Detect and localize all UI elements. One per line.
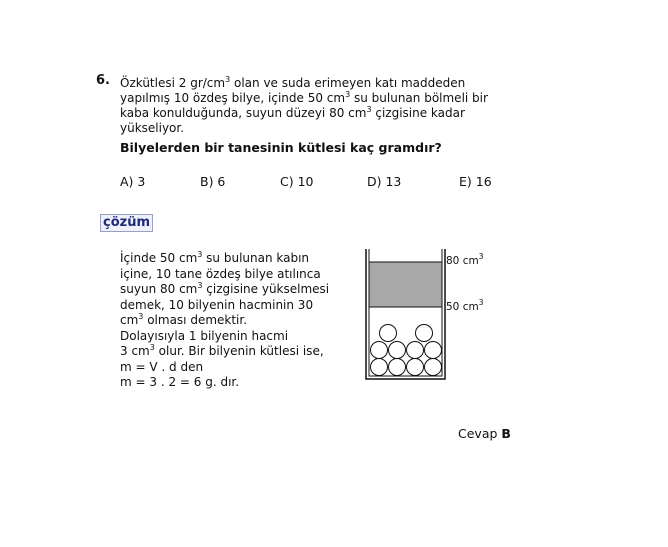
question-line: yükseliyor. xyxy=(120,121,185,135)
solution-line: İçinde 50 $cm^3$ su bulunan kabın xyxy=(120,250,310,265)
solution-header: çözüm xyxy=(100,214,153,232)
water-level-region xyxy=(369,262,442,307)
solution-line: $cm^3$ olması demektir. xyxy=(120,312,248,327)
marble xyxy=(380,325,397,342)
question-line: Özkütlesi 2 $gr/cm^3$ olan ve suda erimeyen katı maddeden xyxy=(120,75,466,90)
option-c: C) 10 xyxy=(280,174,314,189)
question-line: kaba konulduğunda, suyun düzeyi 80 $cm^3$ çizgisine kadar xyxy=(120,105,465,120)
marble xyxy=(407,359,424,376)
solution-text xyxy=(120,251,350,391)
solution-line: Dolayısıyla 1 bilyenin hacmi xyxy=(120,328,289,343)
marble xyxy=(371,342,388,359)
marbles-group xyxy=(371,325,442,376)
option-b: B) 6 xyxy=(200,174,226,189)
marble xyxy=(389,342,406,359)
question-text xyxy=(120,76,520,136)
solution-line: m = 3 . 2 = 6 g. dır. xyxy=(120,375,240,389)
question-prompt: Bilyelerden bir tanesinin kütlesi kaç gramdır? xyxy=(120,140,442,155)
container-figure xyxy=(362,246,492,386)
question-line: yapılmış 10 özdeş bilye, içinde 50 $cm^3$ su bulunan bölmeli bir xyxy=(120,90,488,105)
option-e: E) 16 xyxy=(459,174,492,189)
marble xyxy=(371,359,388,376)
marble xyxy=(425,342,442,359)
marble xyxy=(407,342,424,359)
answer: Cevap B xyxy=(458,426,511,441)
solution-line: içine, 10 tane özdeş bilye atılınca xyxy=(120,266,321,281)
solution-line: m = V . d den xyxy=(120,359,204,374)
marble xyxy=(425,359,442,376)
solution-line: suyun 80 $cm^3$ çizgisine yükselmesi xyxy=(120,281,330,296)
marble xyxy=(416,325,433,342)
solution-line: demek, 10 bilyenin hacminin 30 xyxy=(120,297,314,312)
label-50-cm3: 50 $cm^3$ xyxy=(446,298,484,313)
label-80-cm3: 80 $cm^3$ xyxy=(446,252,484,267)
question-number: 6. xyxy=(96,73,110,88)
option-a: A) 3 xyxy=(120,174,146,189)
marble xyxy=(389,359,406,376)
option-d: D) 13 xyxy=(367,174,402,189)
solution-line: 3 $cm^3$ olur. Bir bilyenin kütlesi ise, xyxy=(120,343,324,358)
